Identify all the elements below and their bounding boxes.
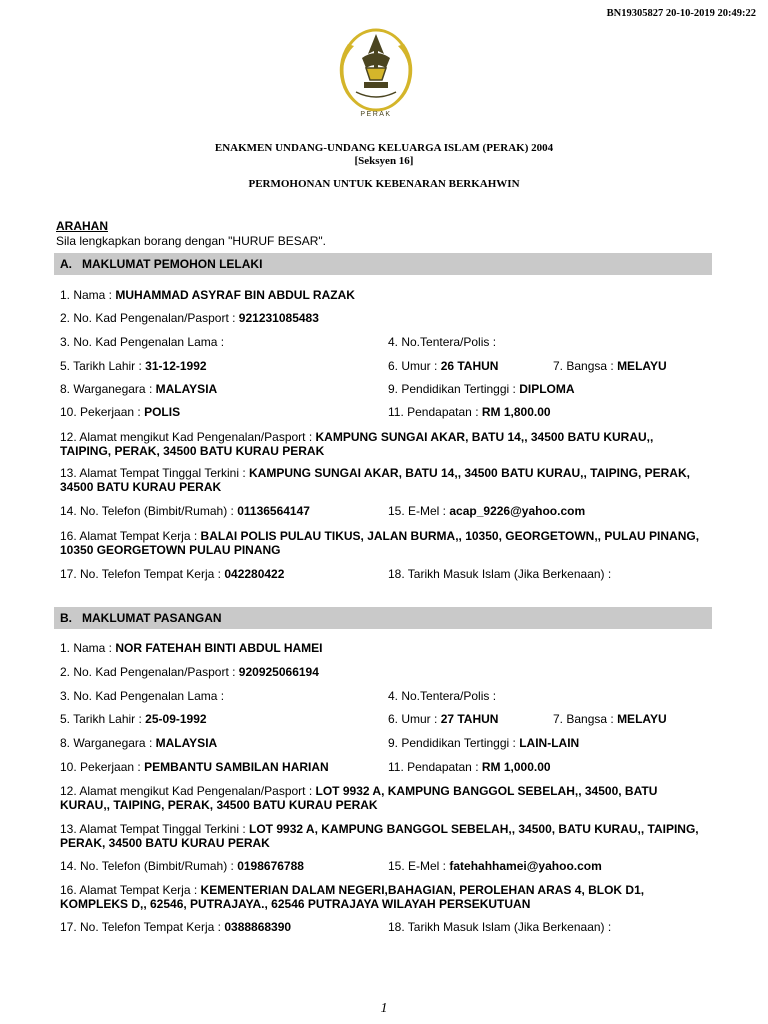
b-citizenship-field: 8. Warganegara : MALAYSIA bbox=[60, 736, 218, 750]
b-work-phone-field: 17. No. Telefon Tempat Kerja : 0388868390 bbox=[60, 920, 292, 934]
b-ic-address-field: 12. Alamat mengikut Kad Pengenalan/Pasport : LOT 9932 A, KAMPUNG BANGGOL SEBELAH,, 34500, BATU KURAU,, TAIPING, PERAK, 34500 BATU KURAU PERAK bbox=[60, 784, 658, 812]
b-phone-field: 14. No. Telefon (Bimbit/Rumah) : 0198676788 bbox=[60, 859, 304, 873]
b-army-police-field: 4. No.Tentera/Polis : bbox=[388, 689, 497, 703]
a-work-phone-field: 17. No. Telefon Tempat Kerja : 042280422 bbox=[60, 567, 285, 581]
a-nama-field: 1. Nama : MUHAMMAD ASYRAF BIN ABDUL RAZAK bbox=[60, 288, 355, 302]
section-b-header bbox=[54, 607, 712, 629]
b-nama-field: 1. Nama : NOR FATEHAH BINTI ABDUL HAMEI bbox=[60, 641, 323, 655]
a-race-field: 7. Bangsa : MELAYU bbox=[553, 359, 667, 373]
a-phone-field: 14. No. Telefon (Bimbit/Rumah) : 01136564147 bbox=[60, 504, 310, 518]
instructions-heading: ARAHAN bbox=[56, 219, 108, 233]
perak-crest-logo bbox=[338, 24, 414, 120]
b-dob-field: 5. Tarikh Lahir : 25-09-1992 bbox=[60, 712, 207, 726]
section-a-letter: A. bbox=[60, 257, 72, 271]
b-current-address-field: 13. Alamat Tempat Tinggal Terkini : LOT 9932 A, KAMPUNG BANGGOL SEBELAH,, 34500, BATU KURAU,, TAIPING, PERAK, 34500 BATU KURAU PERAK bbox=[60, 822, 699, 850]
act-title: ENAKMEN UNDANG-UNDANG KELUARGA ISLAM (PERAK) 2004 bbox=[214, 142, 554, 154]
b-age-field: 6. Umur : 27 TAHUN bbox=[388, 712, 499, 726]
a-dob-field: 5. Tarikh Lahir : 31-12-1992 bbox=[60, 359, 207, 373]
b-race-field: 7. Bangsa : MELAYU bbox=[553, 712, 667, 726]
a-current-address-field: 13. Alamat Tempat Tinggal Terkini : KAMPUNG SUNGAI AKAR, BATU 14,, 34500 BATU KURAU,, TAIPING, PERAK, 34500 BATU KURAU PERAK bbox=[60, 466, 690, 494]
crest-label: PERAK bbox=[360, 111, 392, 118]
a-age-field: 6. Umur : 26 TAHUN bbox=[388, 359, 499, 373]
b-work-address-field: 16. Alamat Tempat Kerja : KEMENTERIAN DALAM NEGERI,BAHAGIAN, PEROLEHAN ARAS 4, BLOK D1, KOMPLEKS D,, 62546, PUTRAJAYA., 62546 PUTRAJAYA WILAYAH PERSEKUTUAN bbox=[60, 883, 645, 911]
page-number: 1 bbox=[380, 1001, 388, 1016]
section-b-title: MAKLUMAT PASANGAN bbox=[82, 611, 222, 625]
a-army-police-field: 4. No.Tentera/Polis : bbox=[388, 335, 497, 349]
b-occupation-field: 10. Pekerjaan : PEMBANTU SAMBILAN HARIAN bbox=[60, 760, 329, 774]
a-work-address-field: 16. Alamat Tempat Kerja : BALAI POLIS PULAU TIKUS, JALAN BURMA,, 10350, GEORGETOWN,, PULAU PINANG, 10350 GEORGETOWN PULAU PINANG bbox=[60, 529, 700, 557]
a-ic-field: 2. No. Kad Pengenalan/Pasport : 921231085483 bbox=[60, 311, 319, 325]
b-email-field: 15. E-Mel : fatehahhamei@yahoo.com bbox=[388, 859, 602, 873]
b-islam-date-field: 18. Tarikh Masuk Islam (Jika Berkenaan) : bbox=[388, 920, 612, 934]
section-a-header bbox=[54, 253, 712, 275]
a-old-ic-field: 3. No. Kad Pengenalan Lama : bbox=[60, 335, 225, 349]
b-education-field: 9. Pendidikan Tertinggi : LAIN-LAIN bbox=[388, 736, 580, 750]
section-b-letter: B. bbox=[60, 611, 72, 625]
document-reference: BN19305827 20-10-2019 20:49:22 bbox=[606, 8, 756, 19]
form-title: PERMOHONAN UNTUK KEBENARAN BERKAHWIN bbox=[248, 178, 520, 190]
a-income-field: 11. Pendapatan : RM 1,800.00 bbox=[388, 405, 551, 419]
instructions-text: Sila lengkapkan borang dengan "HURUF BESAR". bbox=[56, 234, 326, 248]
a-email-field: 15. E-Mel : acap_9226@yahoo.com bbox=[388, 504, 586, 518]
a-occupation-field: 10. Pekerjaan : POLIS bbox=[60, 405, 181, 419]
a-ic-address-field: 12. Alamat mengikut Kad Pengenalan/Pasport : KAMPUNG SUNGAI AKAR, BATU 14,, 34500 BATU KURAU,, TAIPING, PERAK, 34500 BATU KURAU PERAK bbox=[60, 430, 654, 458]
b-ic-field: 2. No. Kad Pengenalan/Pasport : 920925066194 bbox=[60, 665, 319, 679]
a-education-field: 9. Pendidikan Tertinggi : DIPLOMA bbox=[388, 382, 575, 396]
section-a-title: MAKLUMAT PEMOHON LELAKI bbox=[82, 257, 263, 271]
a-citizenship-field: 8. Warganegara : MALAYSIA bbox=[60, 382, 218, 396]
a-islam-date-field: 18. Tarikh Masuk Islam (Jika Berkenaan) : bbox=[388, 567, 612, 581]
b-income-field: 11. Pendapatan : RM 1,000.00 bbox=[388, 760, 551, 774]
act-section: [Seksyen 16] bbox=[354, 155, 414, 167]
b-old-ic-field: 3. No. Kad Pengenalan Lama : bbox=[60, 689, 225, 703]
